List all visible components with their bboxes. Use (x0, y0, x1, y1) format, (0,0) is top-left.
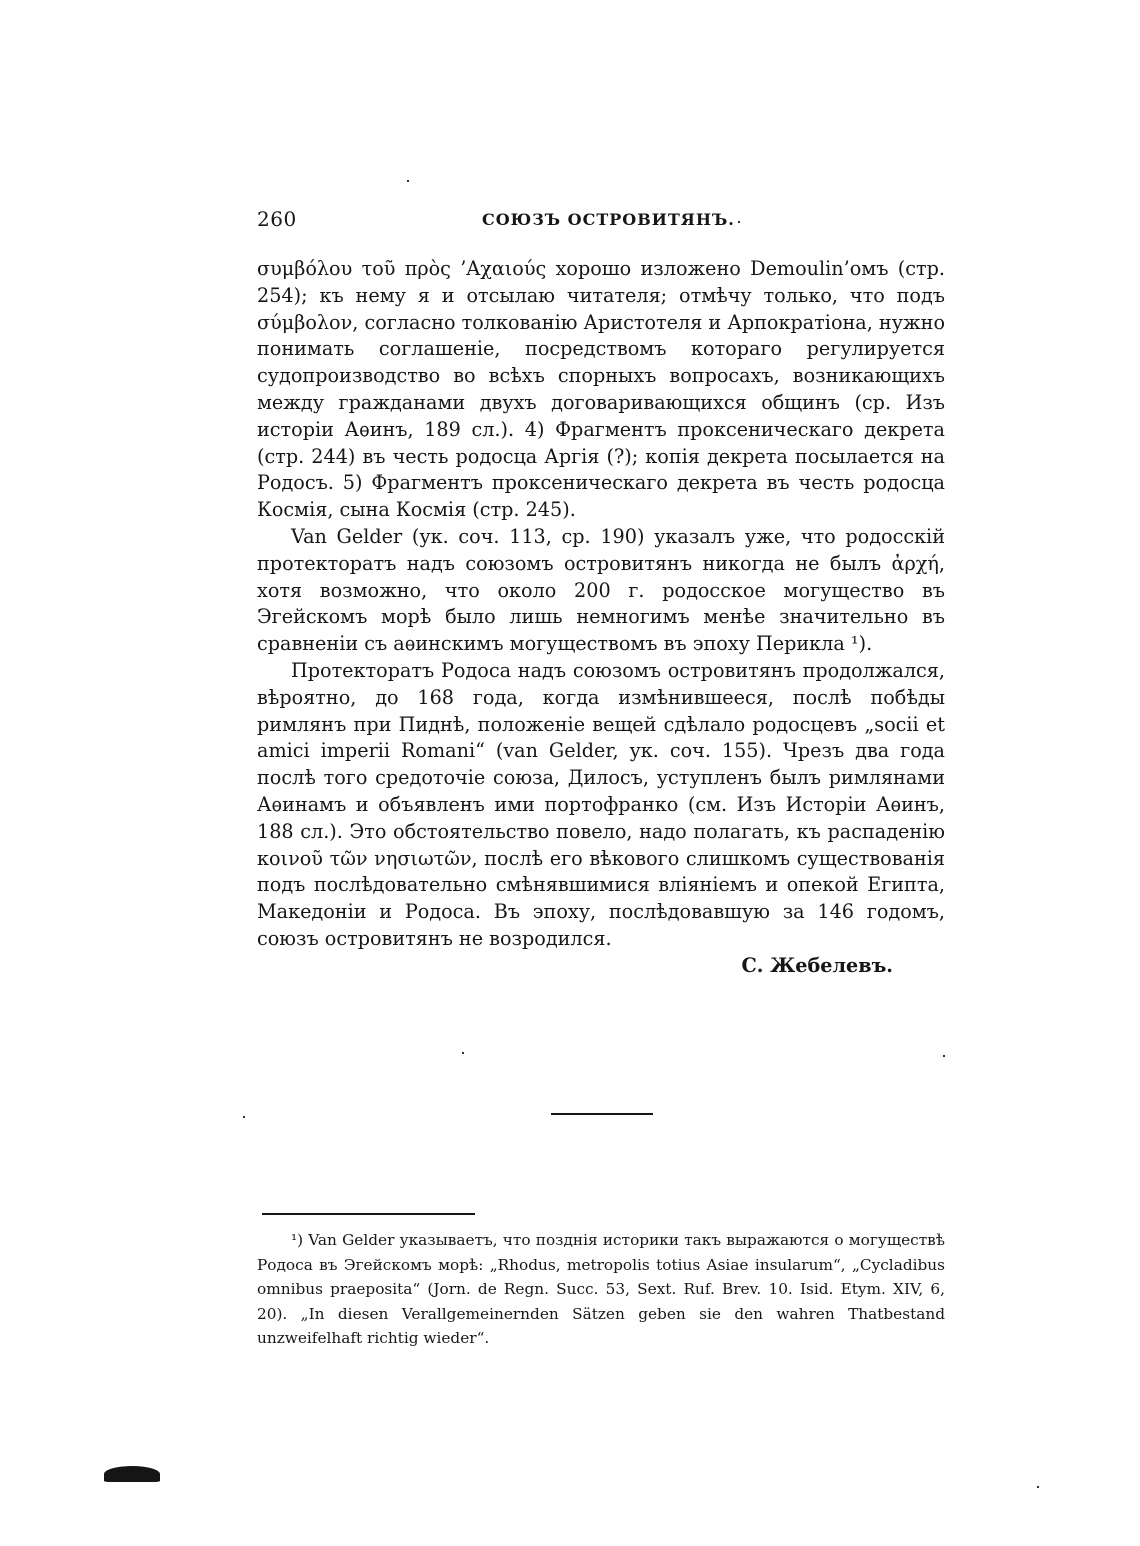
footnote-text: ¹) Van Gelder указываетъ, что позднія историки такъ выражаются о могуществѣ Родоса въ Эгейскомъ морѣ: „Rhodus, metropolis totius Asiae insularum“, „Cycladibus omnibus praeposita“ (Jorn. de Regn. Succ. 53, Sext. Ruf. Brev. 10. Isid. Etym. XIV, 6, 20). „In diesen Verallgemeinernden Sätzen geben sie den wahren Thatbestand unzweifelhaft richtig wieder“. (257, 1231, 945, 1348)
scan-speck (1037, 1486, 1039, 1488)
running-title: СОЮЗЪ ОСТРОВИТЯНЪ. (482, 210, 735, 229)
paragraph-2: Van Gelder (ук. соч. 113, ср. 190) указалъ уже, что родосскій протекторатъ надъ союзомъ островитянъ никогда не былъ ἀρχή, хотя возможно, что около 200 г. родосское могущество въ Эгейскомъ морѣ было лишь немногимъ менѣе значительно въ сравненіи съ аѳинскимъ могуществомъ въ эпоху Перикла ¹). (257, 524, 945, 656)
section-separator (551, 1113, 653, 1115)
scan-speck (407, 180, 409, 182)
scan-artifact (104, 1466, 160, 1482)
footnote-rule (262, 1213, 475, 1215)
author-signature: С. Жебелевъ. (741, 953, 893, 977)
scan-speck (943, 1055, 945, 1057)
page-number: 260 (257, 207, 297, 231)
main-text (257, 256, 945, 980)
scan-speck (243, 1116, 245, 1118)
footnote (257, 1228, 945, 1351)
paragraph-1: συμβόλου τοῦ πρὸς ’Αχαιούς хорошо изложено Demoulin’омъ (стр. 254); къ нему я и отсылаю читателя; отмѣчу только, что подъ σύμβολον, согласно толкованію Аристотеля и Арпократіона, нужно понимать соглашеніе, посредствомъ котораго регулируется судопроизводство во всѣхъ спорныхъ вопросахъ, возникающихъ между гражданами двухъ договаривающихся общинъ (ср. Изъ исторіи Аѳинъ, 189 сл.). 4) Фрагментъ проксеническаго декрета (стр. 244) въ честь родосца Аргія (?); копія декрета посылается на Родосъ. 5) Фрагментъ проксеническаго декрета въ честь родосца Космія, сына Космія (стр. 245). (257, 257, 945, 522)
paragraph-3: Протекторатъ Родоса надъ союзомъ островитянъ продолжался, вѣроятно, до 168 года, когда измѣнившееся, послѣ побѣды римлянъ при Пиднѣ, положеніе вещей сдѣлало родосцевъ „socii et amici imperii Romani“ (van Gelder, ук. соч. 155). Чрезъ два года послѣ того средоточіе союза, Дилосъ, уступленъ былъ римлянами Аѳинамъ и объявленъ ими портофранко (см. Изъ Исторіи Аѳинъ, 188 сл.). Это обстоятельство повело, надо полагать, къ распаденію κοινοῦ τῶν νησιωτῶν, послѣ его вѣкового слишкомъ существованія подъ послѣдовательно смѣнявшимися вліяніемъ и опекой Египта, Македоніи и Родоса. Въ эпоху, послѣдовавшую за 146 годомъ, союзъ островитянъ не возродился. (257, 658, 945, 950)
scan-speck (738, 221, 740, 223)
scan-speck (462, 1052, 464, 1054)
